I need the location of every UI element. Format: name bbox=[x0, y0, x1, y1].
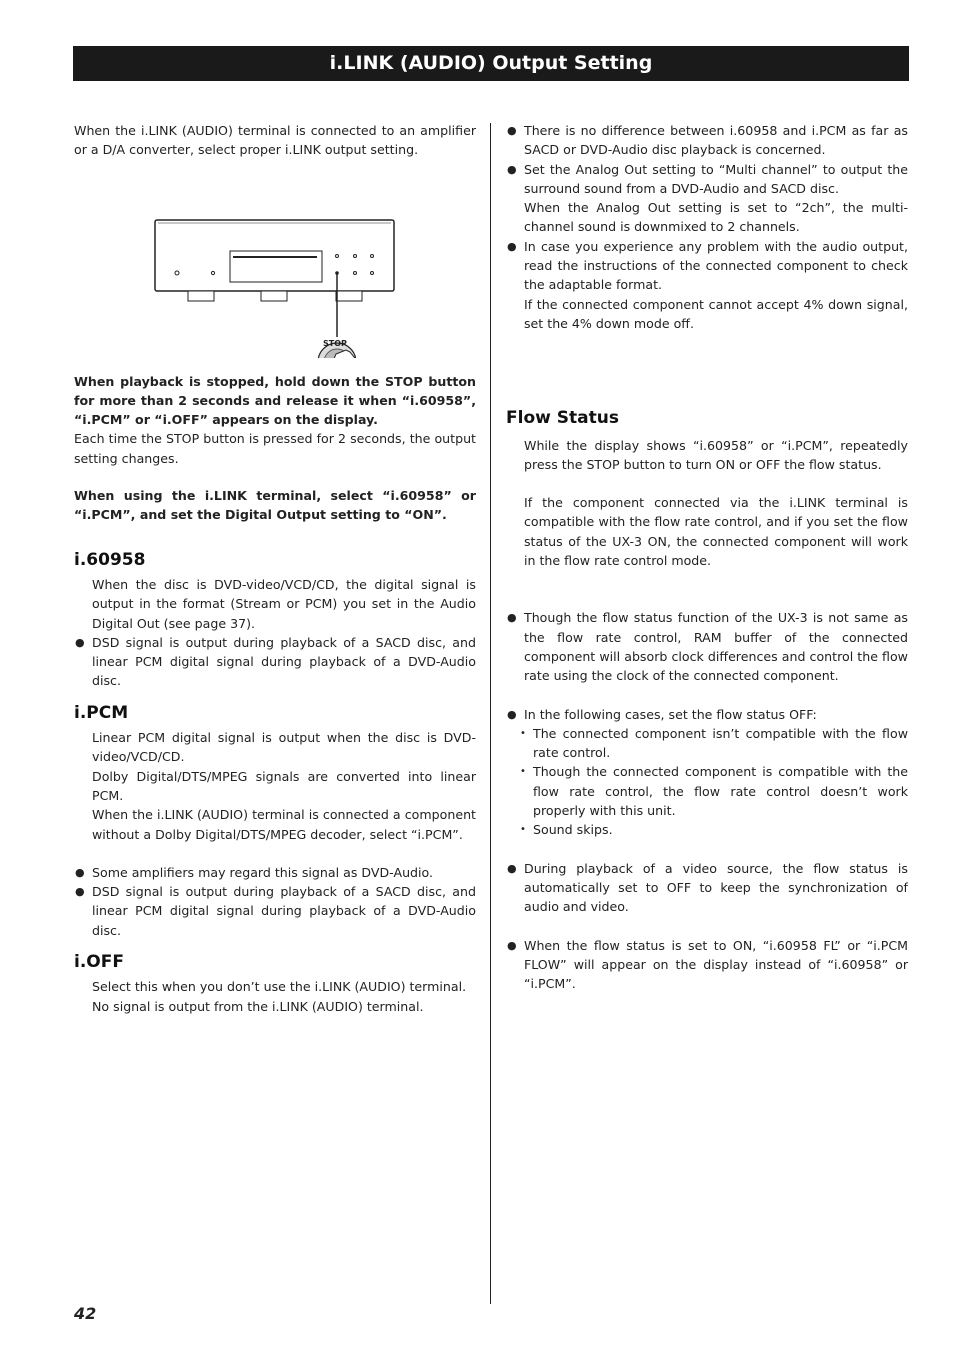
list-item: ● Set the Analog Out setting to “Multi channel” to output the surround sound from a DVD-Audio and SACD disc. bbox=[507, 161, 908, 196]
list-item: ● DSD signal is output during playback of a SACD disc, and linear PCM digital signal during playback of a DVD-Audio disc. bbox=[75, 634, 476, 689]
ipcm-text-3: When the i.LINK (AUDIO) terminal is connected a component without a Dolby Digital/DTS/MPEG decoder, select “i.PCM”. bbox=[92, 807, 476, 842]
i60958-heading: i.60958 bbox=[74, 549, 146, 570]
digital-output-note: When using the i.LINK terminal, select “i.60958” or “i.PCM”, and set the Digital Output setting to “ON”. bbox=[74, 488, 476, 523]
title-bar bbox=[73, 46, 909, 81]
down-mode-note: If the connected component cannot accept 4% down signal, set the 4% down mode off. bbox=[524, 296, 908, 331]
bullet-icon: ● bbox=[507, 124, 517, 137]
bullet-icon: • bbox=[520, 727, 526, 739]
list-item: ● When the flow status is set to ON, “i.60958 FL” or “i.PCM FLOW” will appear on the display instead of “i.60958” or “i.PCM”. bbox=[507, 937, 908, 992]
analog-out-note: When the Analog Out setting is set to “2ch”, the multi-channel sound is downmixed to 2 channels. bbox=[524, 200, 908, 235]
bullet-icon: • bbox=[520, 766, 526, 778]
left-column bbox=[74, 121, 476, 1016]
list-item: ● There is no difference between i.60958 and i.PCM as far as SACD or DVD-Audio disc playback is concerned. bbox=[507, 123, 908, 158]
list-item: ● In the following cases, set the flow status OFF: bbox=[506, 705, 908, 724]
flow-status-heading: Flow Status bbox=[506, 408, 619, 429]
bullet-icon: ● bbox=[507, 239, 517, 253]
bullet-icon: • bbox=[520, 824, 526, 836]
instruction-bold: When playback is stopped, hold down the STOP button for more than 2 seconds and release it when “i.60958”, “i.PCM” or “i.OFF” appears on the display. bbox=[74, 373, 476, 428]
list-item: ● DSD signal is output during playback of a SACD disc, and linear PCM digital signal during playback of a DVD-Audio disc. bbox=[75, 884, 476, 938]
sub-list-item: • The connected component isn’t compatible with the flow rate control. bbox=[520, 725, 908, 761]
column-divider bbox=[490, 123, 491, 1304]
list-item: ● During playback of a video source, the flow status is automatically set to OFF to keep the synchronization of audio and video. bbox=[507, 860, 908, 915]
ioff-text-2: No signal is output from the i.LINK (AUDIO) terminal. bbox=[92, 998, 424, 1014]
bullet-icon: ● bbox=[507, 938, 517, 952]
list-item: ● In case you experience any problem with the audio output, read the instructions of the connected component to check the adaptable format. bbox=[507, 238, 908, 293]
instruction-text: Each time the STOP button is pressed for 2 seconds, the output setting changes. bbox=[74, 431, 476, 466]
page-title: i.LINK (AUDIO) Output Setting bbox=[329, 52, 653, 74]
bullet-icon: ● bbox=[507, 861, 517, 875]
flow-text-2: If the component connected via the i.LINK terminal is compatible with the flow rate control, and if you set the flow status of the UX-3 ON, the connected component will work in the flow rate control mode. bbox=[524, 495, 908, 569]
bullet-icon: ● bbox=[507, 707, 517, 721]
flow-text-1: While the display shows “i.60958” or “i.PCM”, repeatedly press the STOP button to turn ON or OFF the flow status. bbox=[524, 437, 908, 472]
sub-list-item: • Though the connected component is compatible with the flow rate control, the flow rate control doesn’t work properly with this unit. bbox=[520, 764, 908, 819]
page-number: 42 bbox=[74, 1304, 97, 1323]
bullet-icon: ● bbox=[507, 611, 517, 625]
list-item: ● Some amplifiers may regard this signal as DVD-Audio. bbox=[74, 863, 476, 882]
i60958-text: When the disc is DVD-video/VCD/CD, the digital signal is output in the format (Stream or PCM) you set in the Audio Digital Out (see page 37). bbox=[92, 576, 476, 631]
list-item: ● Though the flow status function of the UX-3 is not same as the flow rate control, RAM buffer of the connected component will absorb clock differences and control the flow rate using the clock of the connected component. bbox=[507, 610, 908, 684]
bullet-icon: ● bbox=[75, 865, 85, 879]
bullet-icon: ● bbox=[75, 885, 85, 899]
ipcm-heading: i.PCM bbox=[74, 702, 129, 723]
ipcm-text-1: Linear PCM digital signal is output when the disc is DVD-video/VCD/CD. bbox=[92, 730, 476, 765]
player-illustration bbox=[74, 172, 476, 358]
ipcm-text-2: Dolby Digital/DTS/MPEG signals are converted into linear PCM. bbox=[92, 768, 476, 803]
device-figure bbox=[74, 172, 476, 358]
intro-text: When the i.LINK (AUDIO) terminal is connected to an amplifier or a D/A converter, select proper i.LINK output setting. bbox=[74, 123, 476, 158]
ioff-heading: i.OFF bbox=[74, 952, 124, 973]
ioff-text-1: Select this when you don’t use the i.LINK (AUDIO) terminal. bbox=[92, 979, 467, 995]
bullet-icon: ● bbox=[507, 162, 517, 176]
right-column bbox=[506, 121, 908, 993]
bullet-icon: ● bbox=[75, 635, 85, 649]
stop-button-label: STOP bbox=[323, 338, 347, 348]
sub-list-item: • Sound skips. bbox=[506, 820, 908, 839]
